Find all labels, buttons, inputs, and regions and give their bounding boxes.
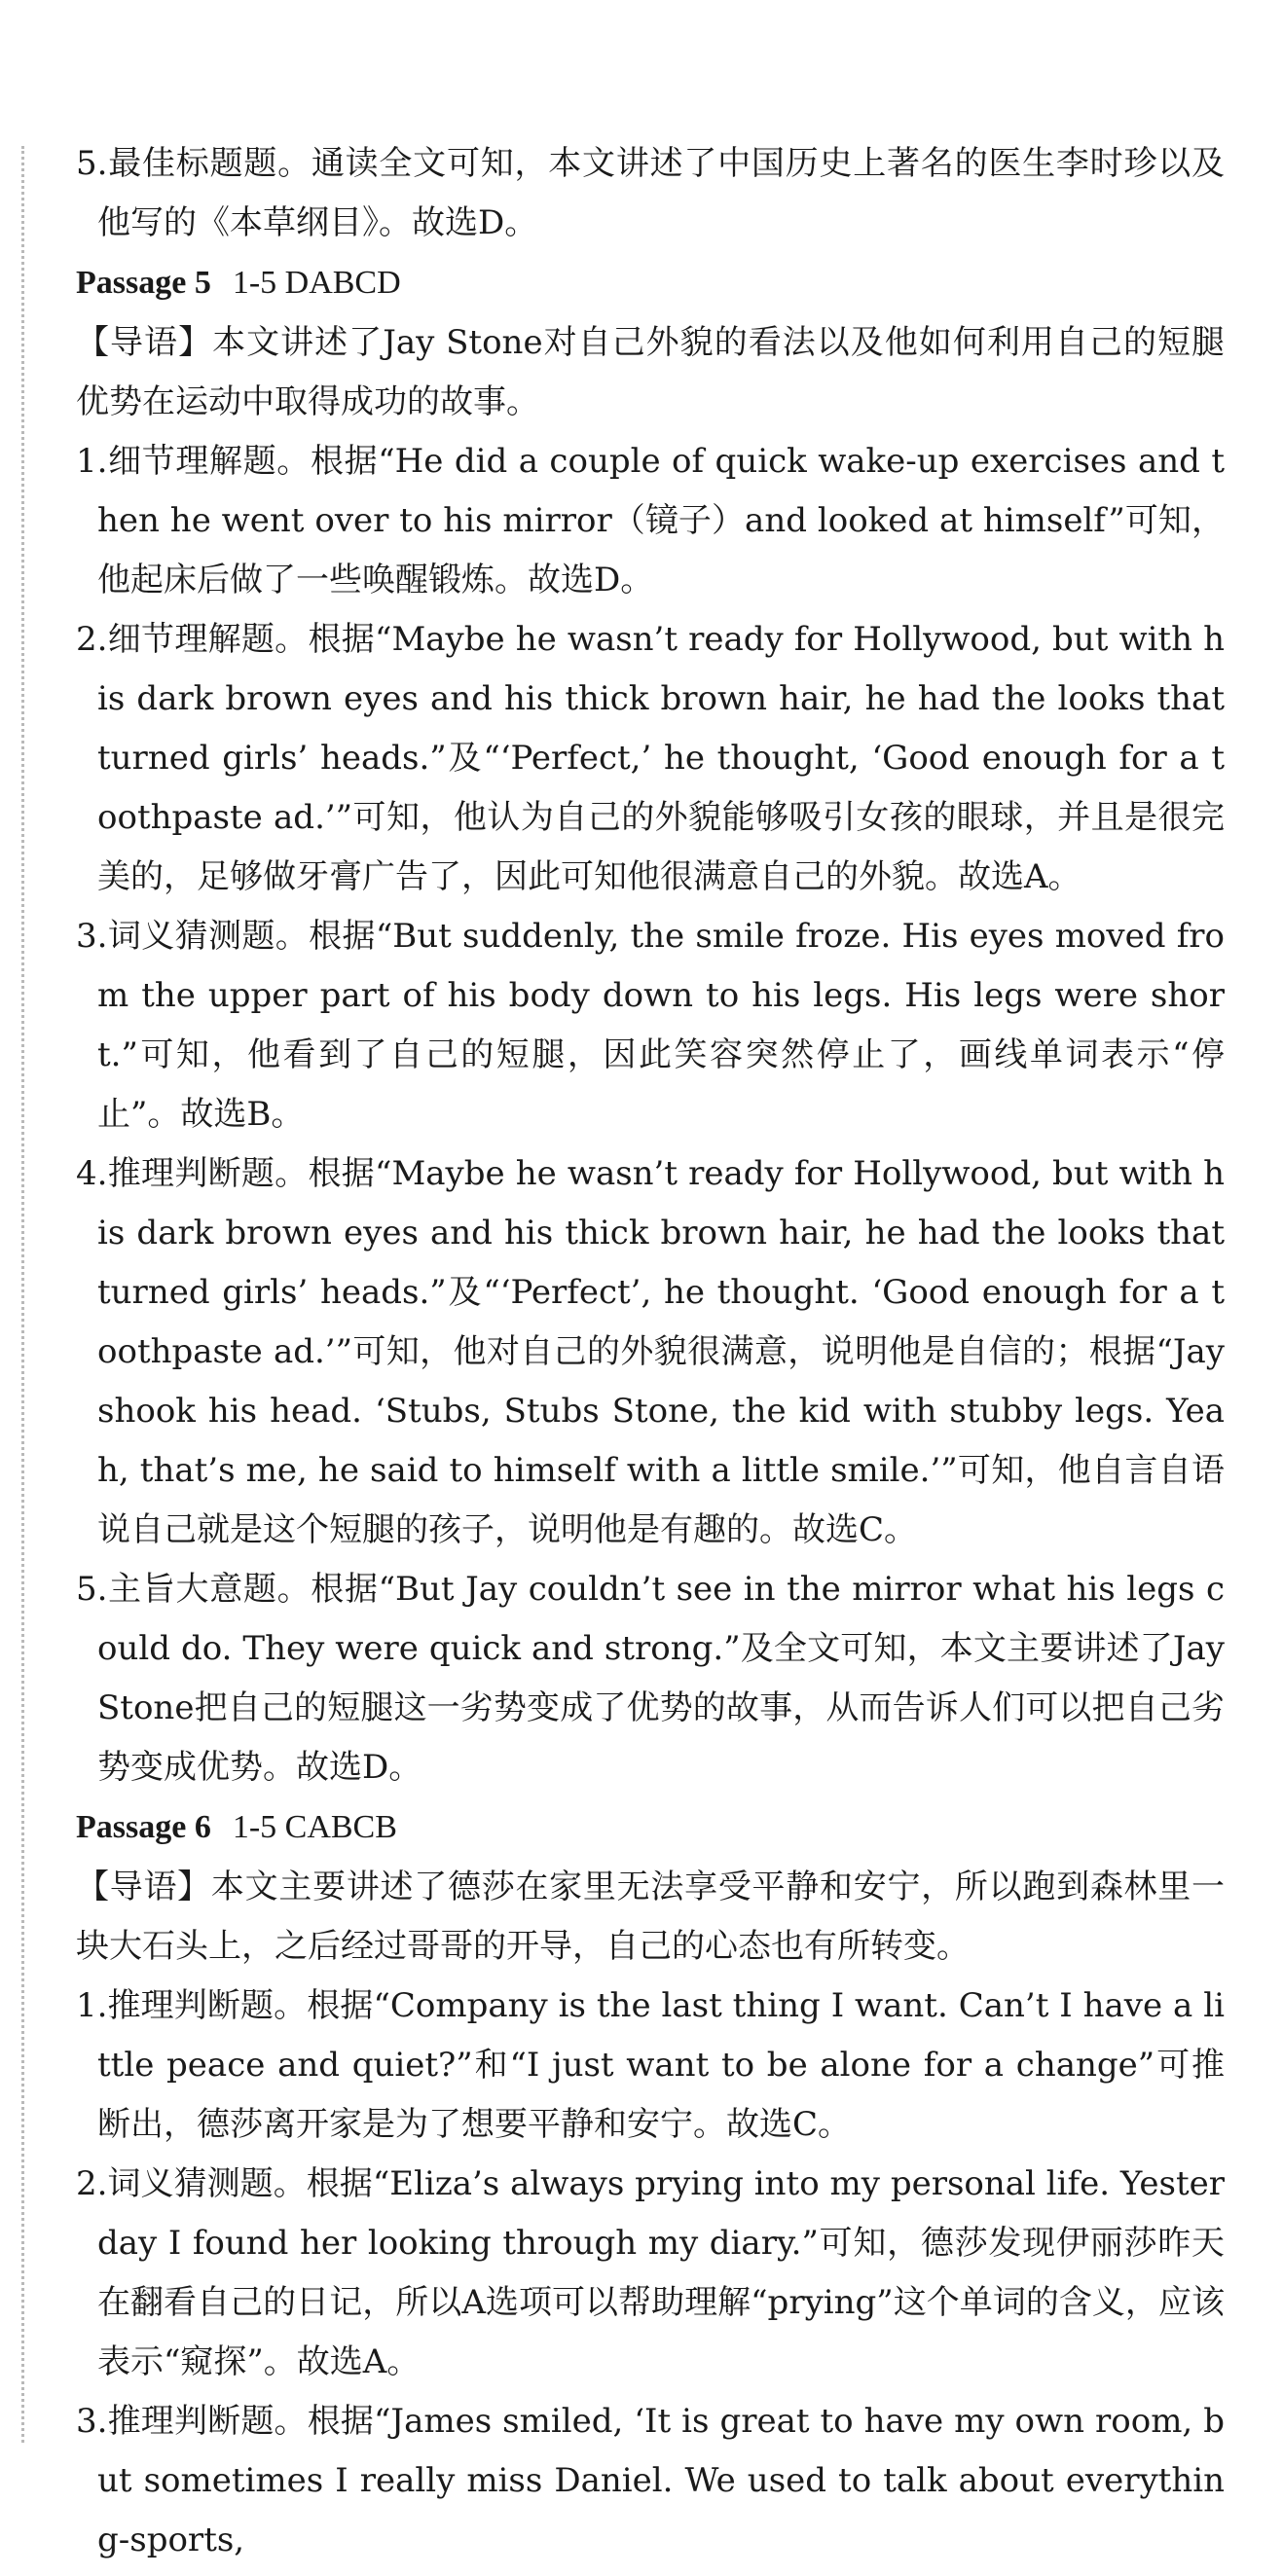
passage5-q5-explanation: 5.主旨大意题。根据“But Jay couldn’t see in the mirror what his legs could do. They were quick and strong.”及全文可知，本文主要讲述了Jay Stone把自己的短腿这一劣势变成了优势的故事，从而告诉人们可以把自己劣势变成优势。故选D。 [76, 1570, 1225, 1787]
passage6-q3-explanation: 3.推理判断题。根据“James smiled, ‘It is great to have my own room, but sometimes I really miss Daniel. We used to talk about everything-sports, [76, 2402, 1225, 2559]
passage5-heading [76, 253, 1225, 313]
passage6-intro: 【导语】本文主要讲述了德莎在家里无法享受平静和安宁，所以跑到森林里一块大石头上，之后经过哥哥的开导，自己的心态也有所转变。 [76, 1868, 1225, 1966]
passage5-title: Passage 5 [76, 265, 211, 301]
passage5-q2-explanation: 2.细节理解题。根据“Maybe he wasn’t ready for Hollywood, but with his dark brown eyes and his thick brown hair, he had the looks that turned girls’ heads.”及“‘Perfect,’ he thought, ‘Good enough for a toothpaste ad.’”可知，他认为自己的外貌能够吸引女孩的眼球，并且是很完美的，足够做牙膏广告了，因此可知他很满意自己的外貌。故选A。 [76, 620, 1225, 896]
passage6-q2-explanation: 2.词义猜测题。根据“Eliza’s always prying into my personal life. Yesterday I found her looking through my diary.”可知，德莎发现伊丽莎昨天在翻看自己的日记，所以A选项可以帮助理解“prying”这个单词的含义，应该表示“窥探”。故选A。 [76, 2164, 1225, 2381]
passage6-answers: 1-5 CABCB [232, 1809, 397, 1845]
binding-margin-dots [21, 146, 24, 2443]
passage5-intro: 【导语】本文讲述了Jay Stone对自己外貌的看法以及他如何利用自己的短腿优势在运动中取得成功的故事。 [76, 323, 1225, 421]
passage6-heading [76, 1797, 1225, 1858]
passage5-q3-explanation: 3.词义猜测题。根据“But suddenly, the smile froze. His eyes moved from the upper part of his body down to his legs. His legs were short.”可知，他看到了自己的短腿，因此笑容突然停止了，画线单词表示“停止”。故选B。 [76, 917, 1225, 1134]
passage4-q5-explanation: 5.最佳标题题。通读全文可知，本文讲述了中国历史上著名的医生李时珍以及他写的《本草纲目》。故选D。 [76, 144, 1225, 242]
answer-key-page [76, 134, 1225, 2570]
passage6-title: Passage 6 [76, 1809, 211, 1845]
passage5-answers: 1-5 DABCD [232, 265, 401, 301]
passage5-q1-explanation: 1.细节理解题。根据“He did a couple of quick wake-up exercises and then he went over to his mirror（镜子）and looked at himself”可知，他起床后做了一些唤醒锻炼。故选D。 [76, 442, 1225, 599]
passage5-q4-explanation: 4.推理判断题。根据“Maybe he wasn’t ready for Hollywood, but with his dark brown eyes and his thick brown hair, he had the looks that turned girls’ heads.”及“‘Perfect’, he thought. ‘Good enough for a toothpaste ad.’”可知，他对自己的外貌很满意，说明他是自信的；根据“Jay shook his head. ‘Stubs, Stubs Stone, the kid with stubby legs. Yeah, that’s me, he said to himself with a little smile.’”可知，他自言自语说自己就是这个短腿的孩子，说明他是有趣的。故选C。 [76, 1154, 1225, 1549]
passage6-q1-explanation: 1.推理判断题。根据“Company is the last thing I want. Can’t I have a little peace and quiet?”和“I just want to be alone for a change”可推断出，德莎离开家是为了想要平静和安宁。故选C。 [76, 1986, 1225, 2144]
